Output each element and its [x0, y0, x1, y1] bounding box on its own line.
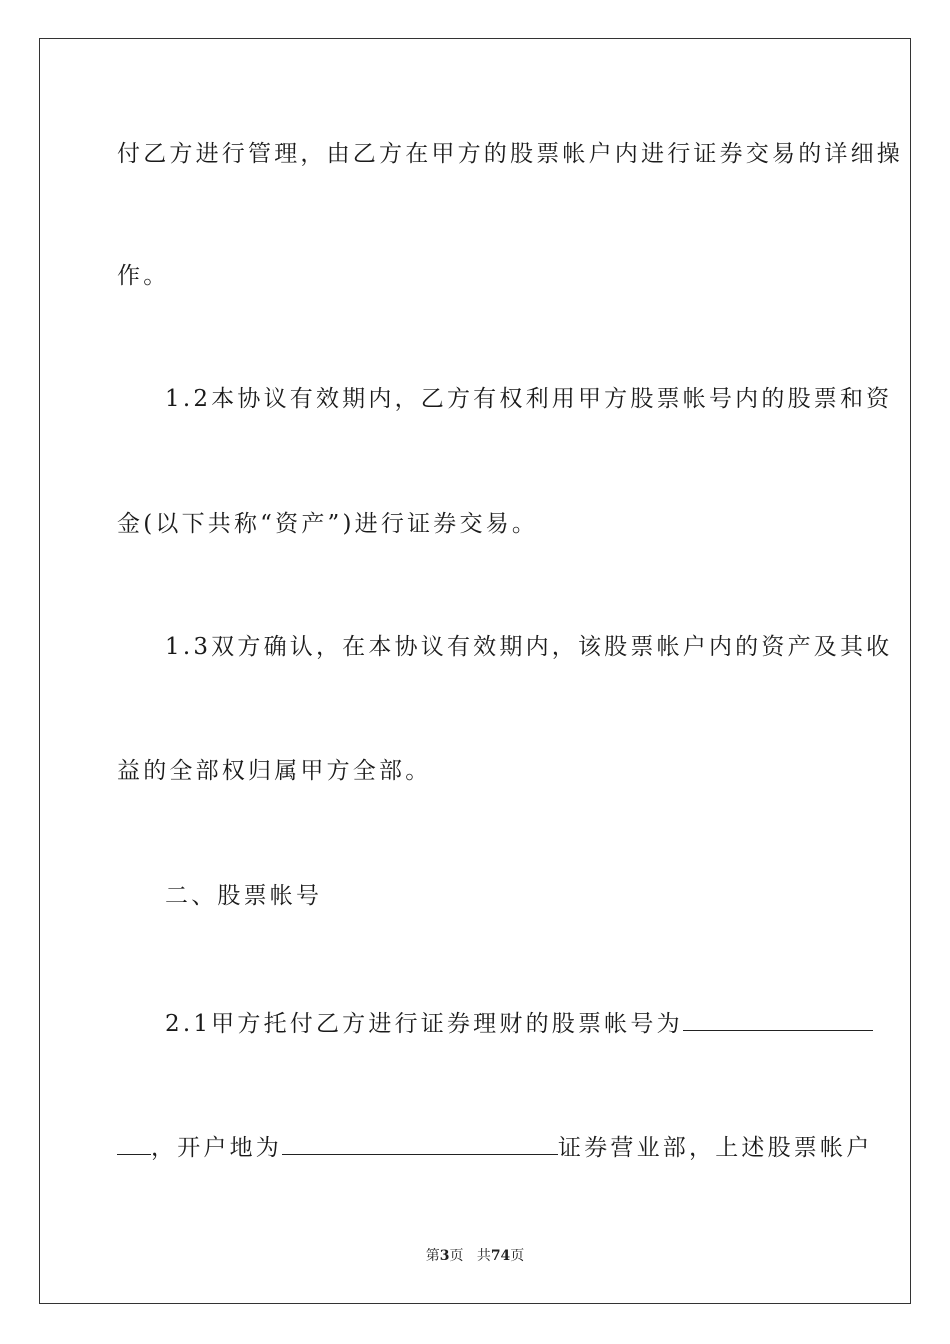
clause-1-3-line: 1.3双方确认，在本协议有效期内，该股票帐户内的资产及其收 [165, 634, 893, 660]
footer-total-suffix: 页 [510, 1248, 525, 1264]
account-number-blank-continued [117, 1132, 151, 1155]
paragraph-line [117, 1132, 873, 1162]
footer-page-suffix: 页 [449, 1248, 464, 1264]
clause-1-2-line: 1.2本协议有效期内，乙方有权利用甲方股票帐号内的股票和资 [165, 386, 893, 412]
clause-2-1-text: 2.1甲方托付乙方进行证券理财的股票帐号为 [165, 1011, 683, 1037]
footer-page-prefix: 第 [425, 1248, 440, 1264]
footer-total-pages: 74 [490, 1248, 511, 1264]
clause-2-1-line [165, 1008, 885, 1038]
page-border [39, 38, 911, 1304]
paragraph-line: 益的全部权归属甲方全部。 [117, 758, 432, 784]
paragraph-line: 作。 [117, 263, 170, 289]
account-number-blank [683, 1008, 873, 1031]
footer-page-number: 3 [439, 1248, 450, 1264]
open-location-blank [282, 1132, 558, 1155]
paragraph-line: 金(以下共称“资产”)进行证券交易。 [117, 511, 539, 537]
open-location-label: ，开户地为 [151, 1135, 282, 1161]
section-heading: 二、股票帐号 [165, 883, 323, 909]
paragraph-line: 付乙方进行管理，由乙方在甲方的股票帐户内进行证券交易的详细操 [117, 141, 903, 167]
securities-dept-text: 证券营业部，上述股票帐户 [558, 1135, 873, 1161]
footer-total-prefix: 共 [476, 1248, 491, 1264]
page-footer [0, 1245, 950, 1265]
